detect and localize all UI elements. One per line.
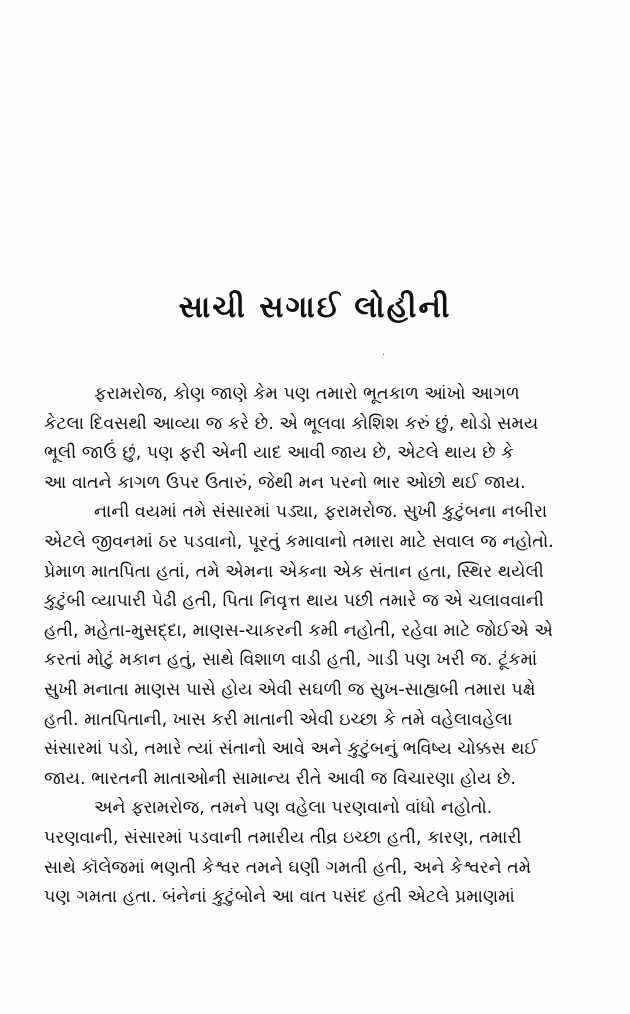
text-line: હતી. માતપિતાની, ખાસ કરી માતાની એવી ઇચ્છા કે તમે વહેલાવહેલા <box>44 709 513 730</box>
text-line: હતી, મહેતા-મુસદ્દા, માણસ-ચાકરની કમી નહોતી, રહેવા માટે જોઈએ એ <box>44 620 553 641</box>
text-line: ફરામરોજ, કોણ જાણે કેમ પણ તમારો ભૂતકાળ આંખો આગળ <box>94 384 520 404</box>
text-line: પ્રેમાળ માતપિતા હતાં, તમે એમના એકના એક સંતાન હતા, સ્થિર થયેલી <box>44 561 544 582</box>
text-line: ભૂલી જાઉં છું, પણ ફરી એની યાદ આવી જાય છે, એટલે થાય છે કે <box>44 443 514 464</box>
text-line: પરણવાની, સંસારમાં પડવાની તમારીય તીવ્ર ઇચ્છા હતી, કારણ, તમારી <box>44 827 522 848</box>
text-line: કરતાં મોટું મકાન હતું, સાથે વિશાળ વાડી હતી, ગાડી પણ ખરી જ. ટૂંકમાં <box>44 650 538 671</box>
text-line: નાની વયમાં તમે સંસારમાં પડ્યા, ફરામરોજ. સુખી કુટુંબના નબીરા <box>94 502 548 523</box>
text-line: પણ ગમતા હતા. બંનેનાં કુટુંબોને આ વાત પસંદ હતી એટલે પ્રમાણમાં <box>44 887 515 908</box>
stray-mark: · <box>382 350 386 361</box>
text-line: સંસારમાં પડો, તમારે ત્યાં સંતાનો આવે અને કુટુંબનું ભવિષ્ય ચોક્કસ થઈ <box>44 739 538 760</box>
text-line: સુખી મનાતા માણસ પાસે હોય એવી સઘળી જ સુખ-સાહ્યબી તમારા પક્ષે <box>44 679 536 700</box>
text-line: કુટુંબી વ્યાપારી પેઢી હતી, પિતા નિવૃત્ત થાય પછી તમારે જ એ ચલાવવાની <box>44 591 544 612</box>
text-line: જાય. ભારતની માતાઓની સામાન્ય રીતે આવી જ વિચારણા હોય છે. <box>44 768 516 789</box>
body-text <box>44 380 589 913</box>
text-line: કેટલા દિવસથી આવ્યા જ કરે છે. એ ભૂલવા કોશિશ કરું છું, થોડો સમય <box>44 413 539 434</box>
chapter-title: સાચી સગાઈ લોહીની <box>178 290 452 325</box>
text-line: અને ફરામરોજ, તમને પણ વહેલા પરણવાનો વાંધો નહોતો. <box>94 798 493 819</box>
text-line: સાથે કૉલેજમાં ભણતી કેશ્વર તમને ઘણી ગમતી હતી, અને કેશ્વરને તમે <box>44 857 532 878</box>
text-line: આ વાતને કાગળ ઉપર ઉતારું, જેથી મન પરનો ભાર ઓછો થઈ જાય. <box>44 472 526 493</box>
text-line: એટલે જીવનમાં ઠર પડવાનો, પૂરતું કમાવાનો તમારા માટે સવાલ જ નહોતો. <box>44 531 554 552</box>
